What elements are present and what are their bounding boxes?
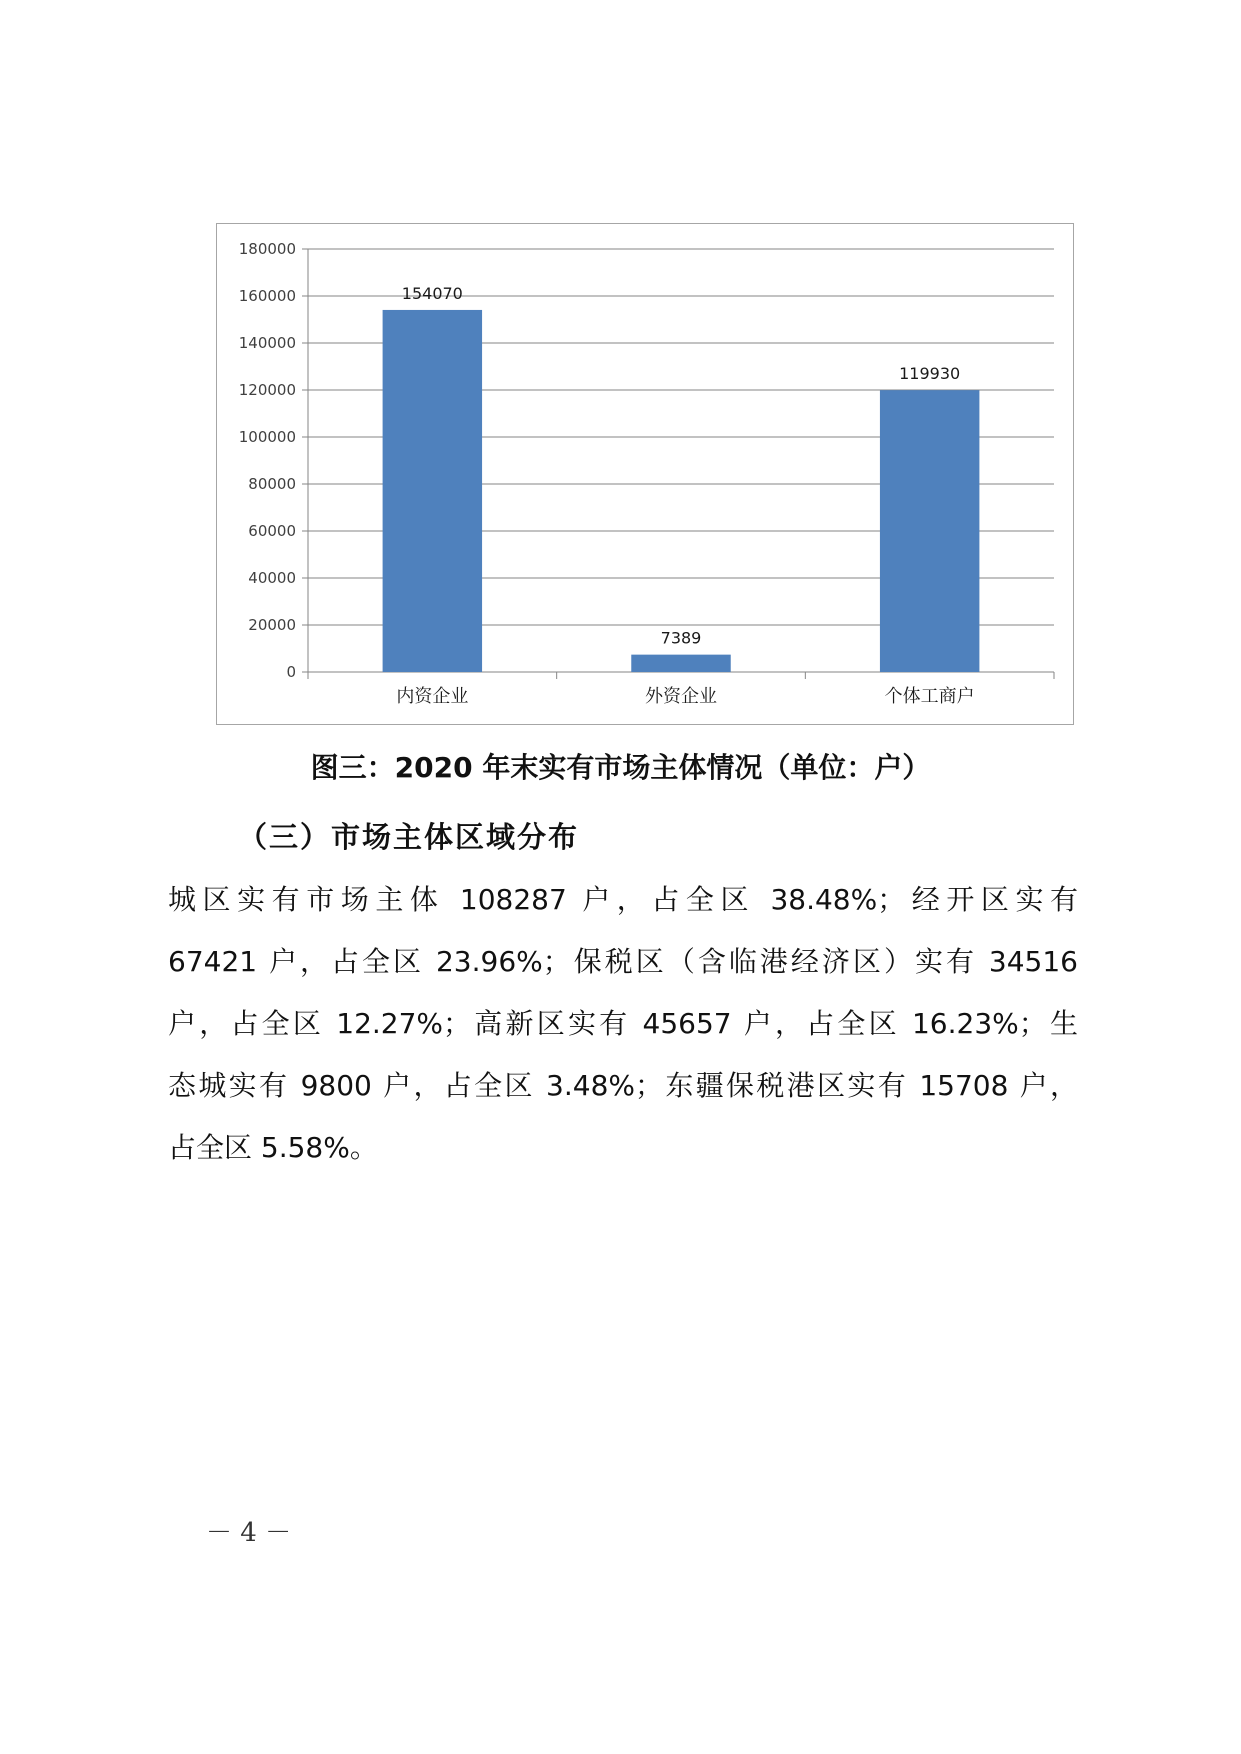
paragraph-line: 城区实有市场主体 108287 户，占全区 38.48%；经开区实有 [168, 883, 1078, 916]
y-tick-label: 180000 [238, 240, 296, 258]
data-label: 154070 [401, 283, 463, 303]
bar [383, 310, 482, 672]
y-tick-label: 40000 [248, 569, 296, 587]
paragraph-line: 态城实有 9800 户，占全区 3.48%；东疆保税港区实有 15708 户， [168, 1069, 1078, 1102]
y-tick-label: 20000 [248, 616, 296, 634]
bar [631, 655, 730, 672]
bar-chart-svg [217, 224, 1075, 726]
bar [880, 390, 979, 672]
figure-caption: 图三：2020 年末实有市场主体情况（单位：户） [310, 751, 931, 784]
x-category-label: 内资企业 [396, 686, 469, 707]
y-tick-label: 120000 [238, 381, 296, 399]
x-category-label: 个体工商户 [884, 686, 975, 707]
data-label: 7389 [660, 628, 702, 648]
y-tick-label: 0 [286, 663, 296, 681]
y-tick-label: 60000 [248, 522, 296, 540]
y-tick-label: 160000 [238, 287, 296, 305]
section-heading: （三）市场主体区域分布 [238, 820, 580, 854]
y-tick-label: 80000 [248, 475, 296, 493]
page-number: － 4 － [206, 1518, 292, 1548]
y-tick-label: 100000 [238, 428, 296, 446]
y-tick-label: 140000 [238, 334, 296, 352]
paragraph-line: 67421 户，占全区 23.96%；保税区（含临港经济区）实有 34516 [168, 945, 1078, 978]
x-category-label: 外资企业 [645, 686, 717, 707]
paragraph-line: 占全区 5.58%。 [168, 1131, 378, 1164]
paragraph-line: 户，占全区 12.27%；高新区实有 45657 户，占全区 16.23%；生 [168, 1007, 1078, 1040]
bar-chart [216, 223, 1074, 725]
data-label: 119930 [899, 364, 961, 384]
